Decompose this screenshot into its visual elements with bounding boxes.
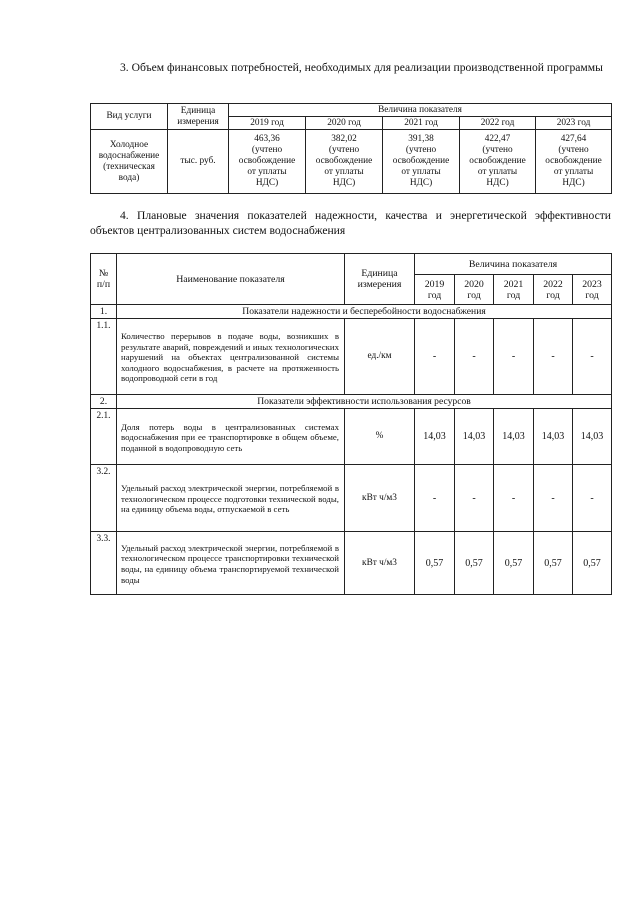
section-number: 1.	[91, 305, 117, 319]
value-cell: 0,57	[573, 532, 612, 595]
row-number: 2.1.	[91, 409, 117, 465]
value-cell: -	[415, 465, 455, 532]
year-header: 2022 год	[534, 275, 573, 305]
indicator-name: Удельный расход электрической энергии, потребляемой в технологическом процессе подготовки технической воды, на единицу объема воды, отпускаемой в сеть	[117, 465, 345, 532]
section-3-heading: 3. Объем финансовых потребностей, необходимых для реализации производственной программы	[120, 61, 603, 74]
financial-needs-table	[90, 103, 612, 194]
row-number: 1.1.	[91, 319, 117, 395]
value-cell: 14,03	[494, 409, 534, 465]
unit-cell: тыс. руб.	[168, 130, 229, 194]
value-cell: 14,03	[534, 409, 573, 465]
value-cell: -	[573, 319, 612, 395]
value-cell: 14,03	[455, 409, 494, 465]
value-cell: -	[494, 465, 534, 532]
unit-cell: кВт ч/м3	[345, 532, 415, 595]
year-header: 2022 год	[460, 117, 536, 130]
amount-cell: 463,36 (учтено освобождение от уплаты НДС)	[229, 130, 306, 194]
unit-cell: кВт ч/м3	[345, 465, 415, 532]
col-header-unit: Единица измерения	[345, 254, 415, 305]
year-header: 2023 год	[536, 117, 612, 130]
reliability-indicators-table	[90, 253, 612, 595]
value-cell: -	[455, 319, 494, 395]
year-header: 2020 год	[455, 275, 494, 305]
value-cell: -	[415, 319, 455, 395]
col-header-service: Вид услуги	[91, 104, 168, 130]
year-header: 2019 год	[415, 275, 455, 305]
value-cell: -	[573, 465, 612, 532]
value-cell: 0,57	[455, 532, 494, 595]
amount-cell: 382,02 (учтено освобождение от уплаты НДС)	[306, 130, 383, 194]
year-header: 2021 год	[383, 117, 460, 130]
value-cell: -	[534, 319, 573, 395]
col-header-indicator-name: Наименование показателя	[117, 254, 345, 305]
year-header: 2020 год	[306, 117, 383, 130]
section-4-heading: 4. Плановые значения показателей надежности, качества и энергетической эффективности объектов централизованных систем водоснабжения	[90, 209, 611, 237]
year-header: 2019 год	[229, 117, 306, 130]
col-header-number: № п/п	[91, 254, 117, 305]
value-cell: 14,03	[415, 409, 455, 465]
col-header-value: Величина показателя	[415, 254, 612, 275]
section-number: 2.	[91, 395, 117, 409]
service-name: Холодное водоснабжение (техническая вода)	[91, 130, 168, 194]
section-title: Показатели эффективности использования ресурсов	[117, 395, 612, 409]
row-number: 3.3.	[91, 532, 117, 595]
value-cell: -	[455, 465, 494, 532]
indicator-name: Доля потерь воды в централизованных системах водоснабжения при ее транспортировке в общем объеме, поданной в водопроводную сеть	[117, 409, 345, 465]
row-number: 3.2.	[91, 465, 117, 532]
amount-cell: 422,47 (учтено освобождение от уплаты НДС)	[460, 130, 536, 194]
year-header: 2021 год	[494, 275, 534, 305]
value-cell: 0,57	[415, 532, 455, 595]
indicator-name: Количество перерывов в подаче воды, возникших в результате аварий, повреждений и иных технологических нарушений на объектах централизованной системы холодного водоснабжения, в расчете на протяженность водопроводной сети в год	[117, 319, 345, 395]
col-header-value: Величина показателя	[229, 104, 612, 117]
unit-cell: ед./км	[345, 319, 415, 395]
indicator-name: Удельный расход электрической энергии, потребляемой в технологическом процессе транспортировки технической воды, на единицу объема транспортируемой технической воды	[117, 532, 345, 595]
year-header: 2023 год	[573, 275, 612, 305]
unit-cell: %	[345, 409, 415, 465]
value-cell: 14,03	[573, 409, 612, 465]
amount-cell: 391,38 (учтено освобождение от уплаты НДС)	[383, 130, 460, 194]
value-cell: -	[494, 319, 534, 395]
value-cell: 0,57	[534, 532, 573, 595]
amount-cell: 427,64 (учтено освобождение от уплаты НДС)	[536, 130, 612, 194]
value-cell: 0,57	[494, 532, 534, 595]
value-cell: -	[534, 465, 573, 532]
col-header-unit: Единица измерения	[168, 104, 229, 130]
section-title: Показатели надежности и бесперебойности водоснабжения	[117, 305, 612, 319]
